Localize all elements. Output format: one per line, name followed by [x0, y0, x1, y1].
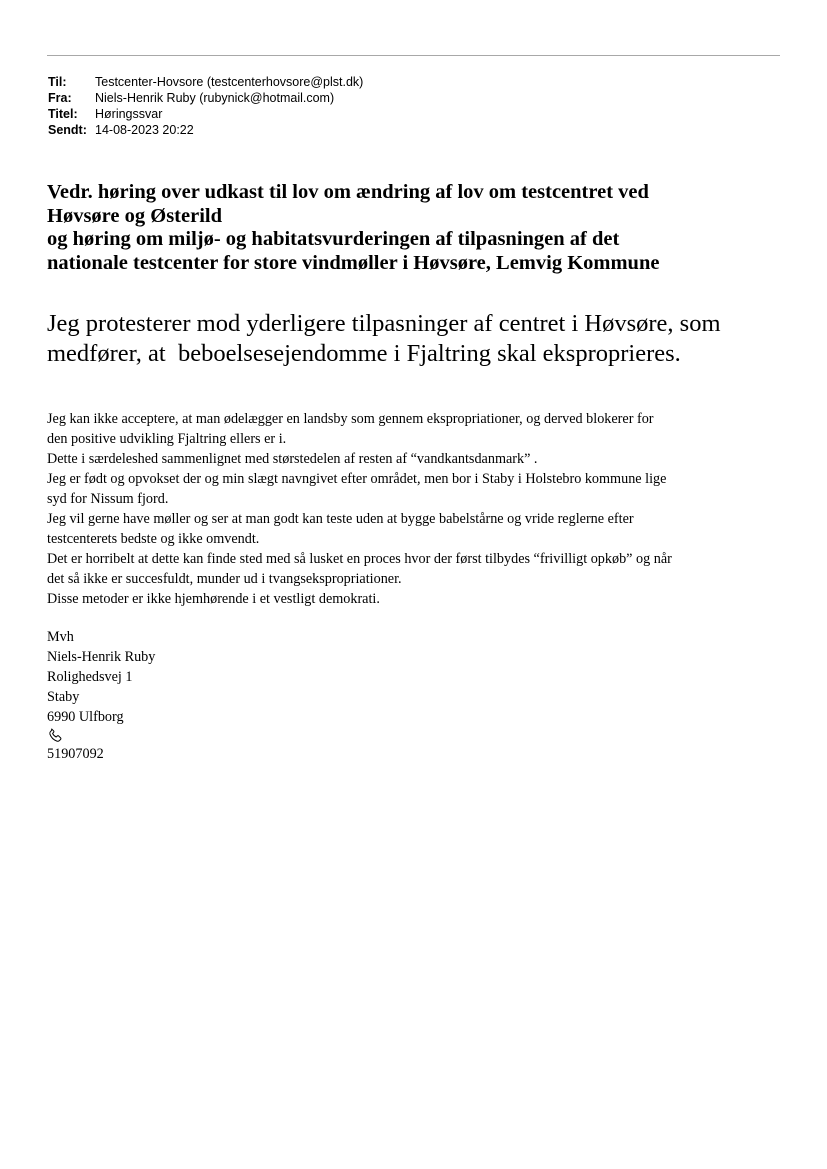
- body-line: syd for Nissum fjord.: [47, 491, 169, 507]
- subject-heading-line: Høvsøre og Østerild: [47, 204, 222, 227]
- header-sent-row: [48, 122, 363, 138]
- header-from-label: Fra:: [48, 91, 72, 105]
- subject-heading-line: nationale testcenter for store vindmøller i Høvsøre, Lemvig Kommune: [47, 251, 660, 274]
- body-line: Det er horribelt at dette kan finde sted med så lusket en proces hvor der først tilbydes “frivilligt opkøb” og når: [47, 551, 672, 567]
- protest-line: Jeg protesterer mod yderligere tilpasninger af centret i Høvsøre, som: [47, 310, 721, 337]
- body-line: Jeg kan ikke acceptere, at man ødelægger en landsby som gennem ekspropriationer, og derved blokerer for: [47, 411, 654, 427]
- email-header: [48, 74, 363, 138]
- body-line: Dette i særdeleshed sammenlignet med størstedelen af resten af “vandkantsdanmark” .: [47, 451, 538, 467]
- phone-icon: [47, 727, 64, 744]
- body-line: Jeg vil gerne have møller og ser at man godt kan teste uden at bygge babelstårne og vride reglerne efter: [47, 511, 634, 527]
- header-subject-row: [48, 106, 363, 122]
- body-line: det så ikke er succesfuldt, munder ud i tvangsekspropriationer.: [47, 571, 402, 587]
- header-from-row: [48, 90, 363, 106]
- body-line: Jeg er født og opvokset der og min slægt navngivet efter området, men bor i Staby i Holstebro kommune lige: [47, 471, 667, 487]
- signature-phone-line: [47, 727, 155, 764]
- header-sent-label: Sendt:: [48, 123, 87, 137]
- signature-greeting: Mvh: [47, 629, 74, 645]
- body-line: den positive udvikling Fjaltring ellers er i.: [47, 431, 287, 447]
- signature-street: Rolighedsvej 1: [47, 669, 133, 685]
- header-to-value: Testcenter-Hovsore (testcenterhovsore@plst.dk): [95, 75, 364, 89]
- top-divider: [47, 55, 780, 56]
- header-sent-value: 14-08-2023 20:22: [95, 123, 194, 137]
- subject-heading: [47, 181, 787, 275]
- subject-heading-line: og høring om miljø- og habitatsvurderingen af tilpasningen af det: [47, 228, 620, 250]
- signature-name: Niels-Henrik Ruby: [47, 649, 156, 665]
- header-from-value: Niels-Henrik Ruby (rubynick@hotmail.com): [95, 91, 335, 105]
- subject-heading-line: Vedr. høring over udkast til lov om ændring af lov om testcentret ved: [47, 181, 649, 203]
- header-to-label: Til:: [48, 75, 67, 89]
- protest-statement: [47, 309, 797, 369]
- signature-phone: 51907092: [47, 746, 104, 762]
- header-subject-label: Titel:: [48, 107, 78, 121]
- header-subject-value: Høringssvar: [95, 107, 163, 121]
- body-line: Disse metoder er ikke hjemhørende i et vestligt demokrati.: [47, 591, 380, 607]
- protest-line: medfører, at beboelsesejendomme i Fjaltring skal eksproprieres.: [47, 340, 681, 367]
- signature-town: Staby: [47, 689, 80, 705]
- body-line: testcenterets bedste og ikke omvendt.: [47, 531, 260, 547]
- signature-postal: 6990 Ulfborg: [47, 709, 124, 725]
- header-to-row: [48, 74, 363, 90]
- signature-block: [47, 627, 155, 764]
- body-text: [47, 409, 787, 609]
